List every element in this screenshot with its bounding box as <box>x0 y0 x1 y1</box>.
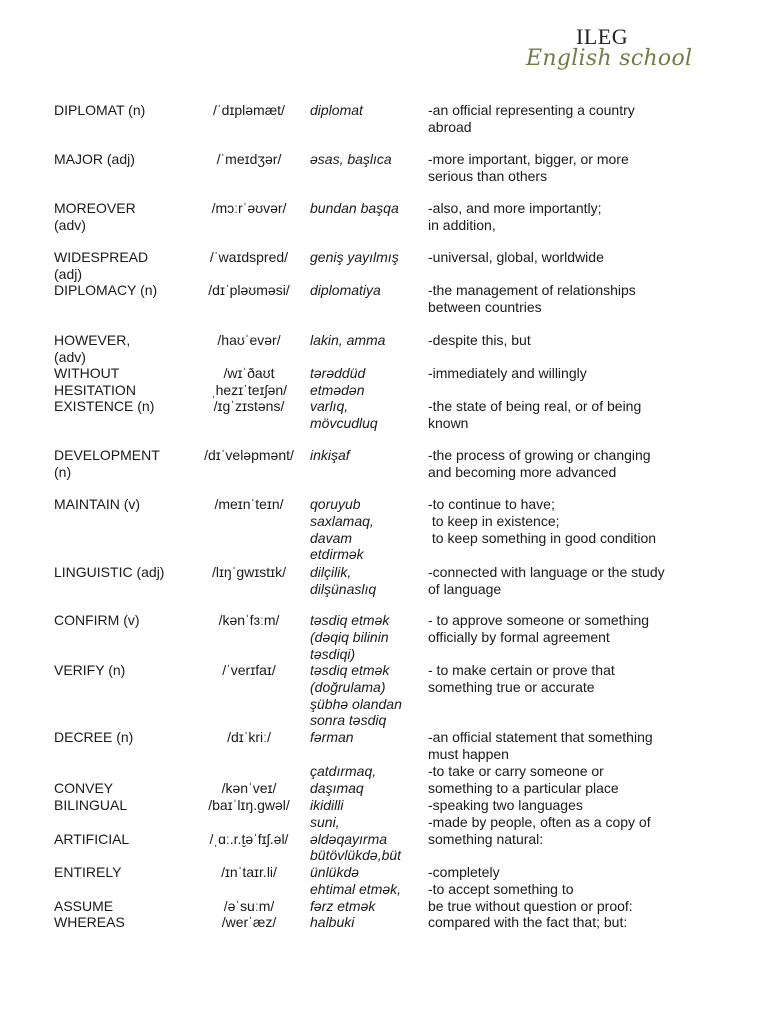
entry-term <box>54 447 192 481</box>
entry-pronunciation <box>192 496 306 513</box>
entry-line: (n) <box>54 463 72 480</box>
entry-term <box>54 282 192 299</box>
entry-line: -more important, bigger, or more <box>428 151 629 167</box>
entry-line: (doğrulama) <box>310 678 386 695</box>
entry-pronunciation <box>192 612 306 629</box>
entry-pronunciation <box>192 249 306 266</box>
entry-line: MAINTAIN (v) <box>54 496 141 512</box>
entry-line: and becoming more advanced <box>428 463 617 480</box>
entry-line: -the state of being real, or of being <box>428 398 642 414</box>
entry-pronunciation <box>192 881 306 915</box>
entry-pronunciation <box>192 102 306 119</box>
entry-line: varlıq, <box>310 398 349 414</box>
entry-line: etdirmək <box>310 546 364 563</box>
entry-line <box>54 814 192 831</box>
entry-line: dilçilik, <box>310 564 352 580</box>
entry-line: between countries <box>428 298 542 315</box>
entry-line: something to a particular place <box>428 779 619 796</box>
entry-line: ikidilli <box>310 797 344 813</box>
entry-definition <box>428 496 748 546</box>
entry-line: dilşünaslıq <box>310 580 377 597</box>
entry-line: -made by people, often as a copy of <box>428 814 651 830</box>
entry-pronunciation <box>192 447 306 464</box>
entry-definition <box>428 365 748 382</box>
entry-line: təsdiqi) <box>310 645 356 662</box>
entry-line: /ɪɡˈzɪstəns/ <box>213 398 285 414</box>
entry-pronunciation <box>192 564 306 581</box>
entry-pronunciation <box>192 151 306 168</box>
entry-translation <box>310 763 426 797</box>
entry-line: /baɪˈlɪŋ.ɡwəl/ <box>208 797 290 813</box>
entry-line: /dɪˈpləʊməsi/ <box>208 282 290 298</box>
entry-line: etmədən <box>310 381 365 398</box>
entry-pronunciation <box>192 332 306 349</box>
entry-translation <box>310 447 426 464</box>
entry-translation <box>310 332 426 349</box>
entry-term <box>54 496 192 513</box>
logo-wordmark: ILEG <box>576 24 629 49</box>
entry-line: EXISTENCE (n) <box>54 398 155 414</box>
entry-line: qoruyub <box>310 496 361 512</box>
entry-line: /dɪˈveləpmənt/ <box>204 447 294 463</box>
entry-line <box>54 881 192 898</box>
entry-line <box>192 847 306 864</box>
entry-term <box>54 398 192 415</box>
entry-line: to keep in existence; <box>428 512 560 529</box>
entry-definition <box>428 398 748 432</box>
entry-line: /ˈdɪpləmæt/ <box>213 102 285 118</box>
entry-pronunciation <box>192 398 306 415</box>
entry-line: serious than others <box>428 167 548 184</box>
entry-term <box>54 564 192 581</box>
entry-definition <box>428 914 748 931</box>
entry-line: WITHOUT <box>54 365 120 381</box>
entry-definition <box>428 763 748 797</box>
entry-translation <box>310 564 426 598</box>
entry-definition <box>428 662 748 696</box>
entry-line: /kənˈfɜːm/ <box>218 612 280 628</box>
entry-line: /əˈsuːm/ <box>223 897 275 914</box>
entry-line: -connected with language or the study <box>428 564 665 580</box>
entry-term <box>54 797 192 814</box>
entry-term <box>54 729 192 746</box>
entry-term <box>54 612 192 629</box>
entry-definition <box>428 200 748 234</box>
entry-line: -universal, global, worldwide <box>428 249 604 265</box>
entry-line: bundan başqa <box>310 200 399 216</box>
entry-term <box>54 200 192 234</box>
entry-definition <box>428 797 748 814</box>
entry-line: təsdiq etmək <box>310 662 390 678</box>
entry-definition <box>428 151 748 185</box>
entry-line: (dəqiq bilinin <box>310 628 389 645</box>
entry-line: (adv) <box>54 216 86 233</box>
entry-definition <box>428 814 748 848</box>
entry-line: /meɪnˈteɪn/ <box>214 496 284 512</box>
entry-line: /ɪnˈtaɪr.li/ <box>221 863 277 880</box>
entry-line: (adv) <box>54 348 86 365</box>
entry-line: fərman <box>310 729 354 745</box>
entry-pronunciation <box>192 365 306 399</box>
entry-line: təsdiq etmək <box>310 612 390 628</box>
entry-translation <box>310 102 426 119</box>
entry-translation <box>310 797 426 814</box>
entry-pronunciation <box>192 763 306 797</box>
entry-line: -the process of growing or changing <box>428 447 651 463</box>
entry-line: ARTIFICIAL <box>54 830 130 847</box>
entry-line: DECREE (n) <box>54 729 134 745</box>
entry-line: -to take or carry someone or <box>428 763 604 779</box>
entry-line: MAJOR (adj) <box>54 151 135 167</box>
entry-term <box>54 662 192 679</box>
entry-translation <box>310 729 426 746</box>
entry-line: davam <box>310 529 353 546</box>
entry-line: DIPLOMACY (n) <box>54 282 158 298</box>
entry-line: diplomatiya <box>310 282 381 298</box>
entry-line: tərəddüd <box>310 365 366 381</box>
entry-translation <box>310 612 426 662</box>
entry-line: abroad <box>428 118 472 135</box>
entry-translation <box>310 662 426 729</box>
entry-line: ˌhezɪˈteɪʃən/ <box>210 381 288 398</box>
entry-pronunciation <box>192 914 306 931</box>
entry-line: geniş yayılmış <box>310 249 399 265</box>
entry-line: be true without question or proof: <box>428 897 633 914</box>
entry-translation <box>310 365 426 399</box>
entry-line: sonra təsdiq <box>310 712 387 729</box>
entry-line <box>54 763 192 780</box>
entry-line: of language <box>428 580 502 597</box>
entry-translation <box>310 282 426 299</box>
entry-definition <box>428 282 748 316</box>
entry-term <box>54 102 192 119</box>
school-logo <box>520 24 700 84</box>
entry-line: -speaking two languages <box>428 797 583 813</box>
entry-line: əsas, başlıca <box>310 151 392 167</box>
entry-pronunciation <box>192 282 306 299</box>
entry-line: compared with the fact that; but: <box>428 914 628 930</box>
entry-term <box>54 847 192 881</box>
entry-term <box>54 763 192 797</box>
entry-line <box>192 881 306 898</box>
entry-line: /ˈwaɪdspred/ <box>209 249 289 265</box>
entry-translation <box>310 398 426 432</box>
entry-line: /ˈmeɪdʒər/ <box>216 151 282 167</box>
entry-line: diplomat <box>310 102 363 118</box>
entry-line: -to continue to have; <box>428 496 555 512</box>
entry-line: -the management of relationships <box>428 282 636 298</box>
entry-translation <box>310 847 426 881</box>
entry-line: /dɪˈkriː/ <box>227 729 271 745</box>
entry-line: fərz etmək <box>310 897 376 914</box>
entry-line: to keep something in good condition <box>428 529 657 546</box>
entry-line: ünlükdə <box>310 863 360 880</box>
entry-definition <box>428 102 748 136</box>
entry-translation <box>310 814 426 848</box>
entry-line: suni, <box>310 814 340 830</box>
entry-line: bütövlükdə,büt <box>310 847 402 863</box>
entry-line: -an official statement that something <box>428 729 653 745</box>
entry-line: /lɪŋˈɡwɪstɪk/ <box>211 564 287 580</box>
entry-definition <box>428 612 748 646</box>
logo-script-text: English school <box>526 46 693 71</box>
entry-line: -to accept something to <box>428 881 574 897</box>
entry-line: saxlamaq, <box>310 512 374 529</box>
entry-line: officially by formal agreement <box>428 628 610 645</box>
entry-line: /kənˈveɪ/ <box>221 779 277 796</box>
entry-line: -despite this, but <box>428 332 531 348</box>
entry-line: -immediately and willingly <box>428 365 587 381</box>
entry-term <box>54 249 192 283</box>
entry-line: /ˈverɪfaɪ/ <box>222 662 276 678</box>
entry-line: /ˌɑː.r.t̬əˈfɪʃ.əl/ <box>209 830 289 847</box>
entry-definition <box>428 249 748 266</box>
entry-line: DIPLOMAT (n) <box>54 102 146 118</box>
entry-pronunciation <box>192 662 306 679</box>
entry-term <box>54 881 192 915</box>
entry-line: must happen <box>428 745 509 762</box>
entry-definition <box>428 881 748 915</box>
entry-translation <box>310 881 426 915</box>
entry-definition <box>428 332 748 349</box>
entry-line: WIDESPREAD <box>54 249 149 265</box>
entry-line: lakin, amma <box>310 332 386 348</box>
entry-line: something natural: <box>428 830 544 847</box>
entry-translation <box>310 496 426 563</box>
entry-line: WHEREAS <box>54 914 125 930</box>
entry-line: MOREOVER <box>54 200 136 216</box>
entry-line: ehtimal etmək, <box>310 881 402 897</box>
entry-line: (adj) <box>54 265 83 282</box>
entry-line: CONFIRM (v) <box>54 612 140 628</box>
entry-definition <box>428 564 748 598</box>
entry-pronunciation <box>192 729 306 746</box>
entry-line <box>192 763 306 780</box>
entry-line: daşımaq <box>310 779 364 796</box>
entry-line: DEVELOPMENT <box>54 447 160 463</box>
entry-line: /wɪˈðaʊt <box>223 365 275 381</box>
entry-line: in addition, <box>428 216 496 233</box>
entry-line: ENTIRELY <box>54 863 122 880</box>
entry-term <box>54 914 192 931</box>
entry-definition <box>428 847 748 881</box>
entry-pronunciation <box>192 814 306 848</box>
entry-line <box>192 814 306 831</box>
entry-line: çatdırmaq, <box>310 763 377 779</box>
entry-line: /werˈæz/ <box>221 914 277 930</box>
entry-line: əldəqayırma <box>310 830 388 847</box>
entry-line: inkişaf <box>310 447 350 463</box>
entry-line: CONVEY <box>54 779 114 796</box>
entry-line: -an official representing a country <box>428 102 635 118</box>
entry-definition <box>428 447 748 481</box>
entry-line: known <box>428 414 469 431</box>
entry-line: LINGUISTIC (adj) <box>54 564 165 580</box>
entry-line: HESITATION <box>54 381 136 398</box>
entry-line: - to approve someone or something <box>428 612 650 628</box>
entry-line: something true or accurate <box>428 678 595 695</box>
entry-term <box>54 332 192 366</box>
entry-pronunciation <box>192 200 306 217</box>
entry-line: ASSUME <box>54 897 114 914</box>
entry-translation <box>310 249 426 266</box>
entry-line: şübhə olandan <box>310 695 402 712</box>
entry-line: -completely <box>428 863 500 880</box>
entry-translation <box>310 151 426 168</box>
entry-translation <box>310 914 426 931</box>
entry-line: /mɔːrˈəʊvər/ <box>211 200 287 216</box>
entry-pronunciation <box>192 847 306 881</box>
entry-line <box>54 847 192 864</box>
entry-line: BILINGUAL <box>54 797 128 813</box>
entry-term <box>54 151 192 168</box>
entry-line: HOWEVER, <box>54 332 131 348</box>
entry-line: mövcudluq <box>310 414 378 431</box>
entry-definition <box>428 729 748 763</box>
entry-line: - to make certain or prove that <box>428 662 615 678</box>
entry-line: halbuki <box>310 914 355 930</box>
entry-term <box>54 814 192 848</box>
entry-term <box>54 365 192 399</box>
entry-line: /haʊˈevər/ <box>217 332 281 348</box>
entry-line: -also, and more importantly; <box>428 200 602 216</box>
entry-line <box>428 847 748 864</box>
entry-pronunciation <box>192 797 306 814</box>
entry-translation <box>310 200 426 217</box>
entry-line: VERIFY (n) <box>54 662 126 678</box>
